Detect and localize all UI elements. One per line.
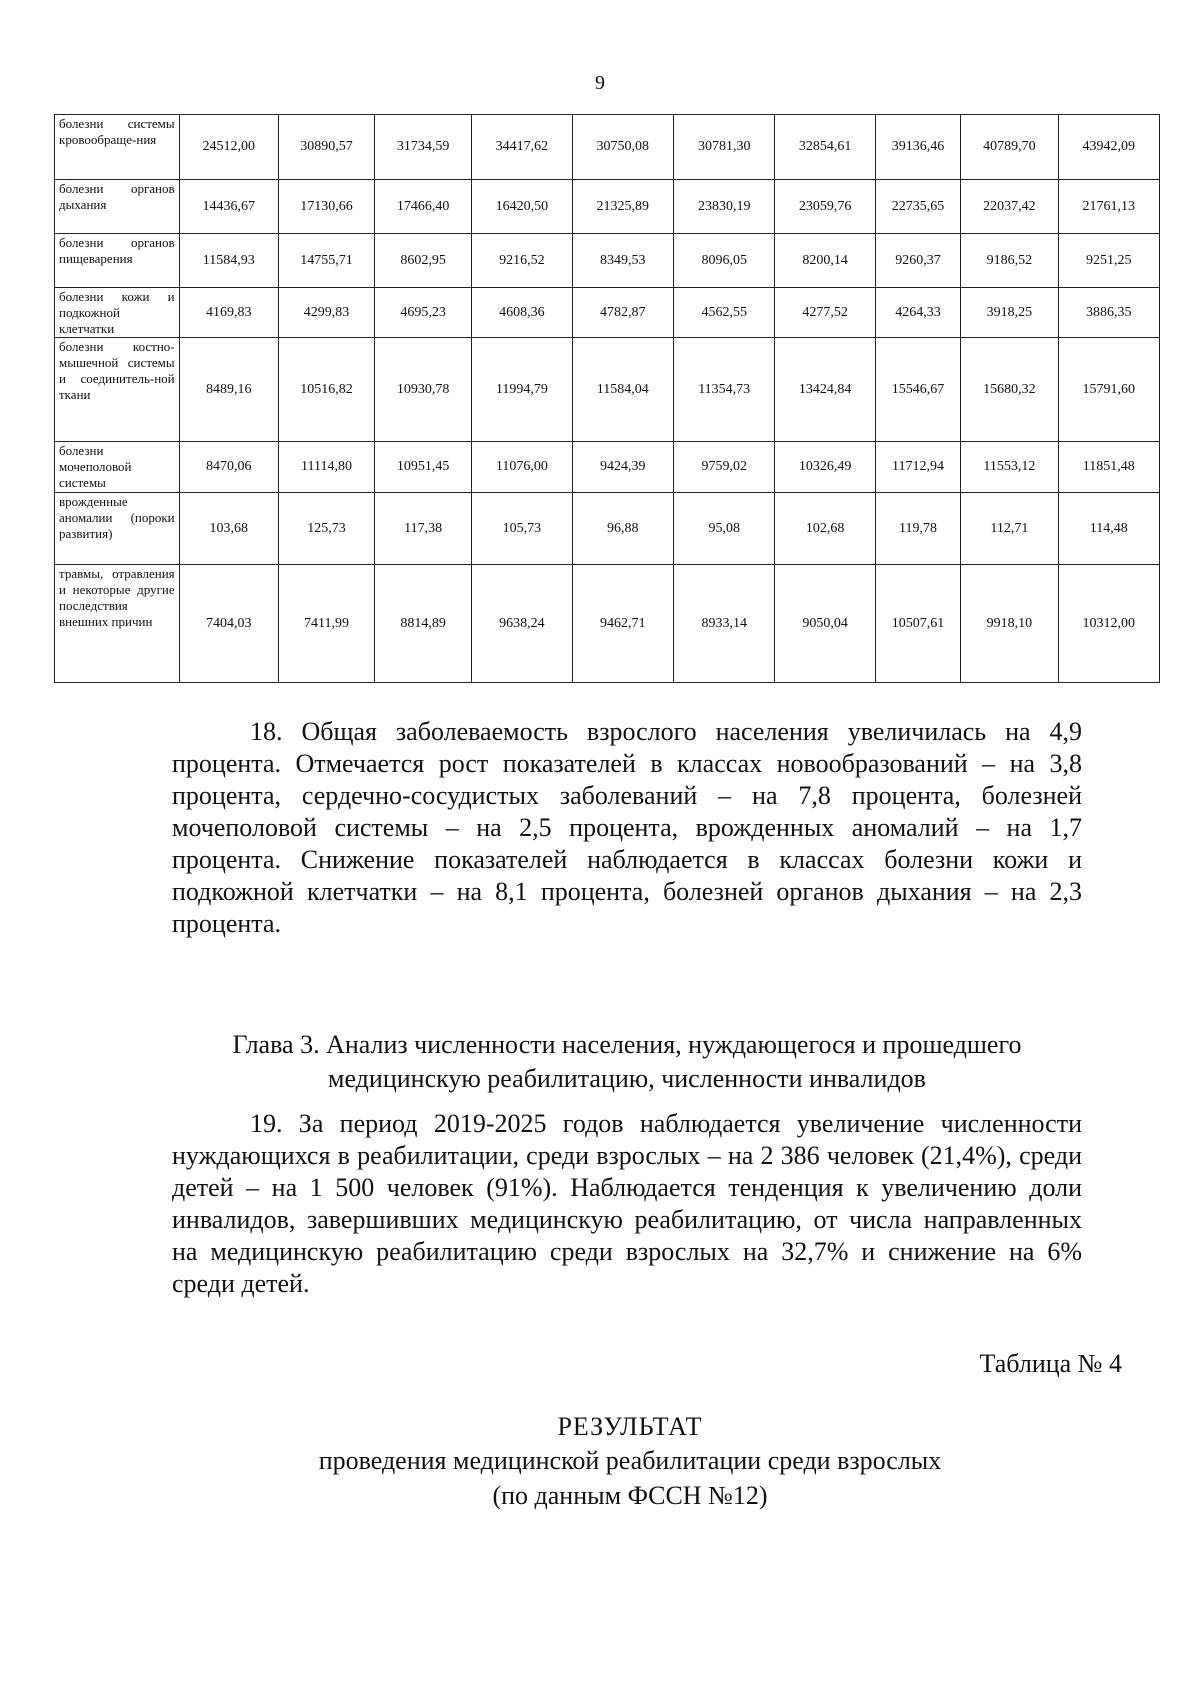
table-cell: 8933,14 <box>674 565 775 683</box>
table-cell: 7404,03 <box>179 565 278 683</box>
table-cell: 119,78 <box>875 493 961 565</box>
table-cell: 4277,52 <box>775 288 875 338</box>
table-cell: 21761,13 <box>1058 180 1160 234</box>
morbidity-table <box>54 114 1160 683</box>
row-label: болезни мочеполовой системы <box>55 442 180 493</box>
table-cell: 102,68 <box>775 493 875 565</box>
row-label: болезни органов дыхания <box>55 180 180 234</box>
result-title: РЕЗУЛЬТАТ <box>557 1412 703 1441</box>
table-cell: 15791,60 <box>1058 338 1160 442</box>
table-cell: 22735,65 <box>875 180 961 234</box>
table-cell: 9216,52 <box>472 234 572 288</box>
row-label: болезни системы кровообраще-ния <box>55 115 180 180</box>
table-cell: 117,38 <box>375 493 472 565</box>
table-cell: 10507,61 <box>875 565 961 683</box>
table-cell: 114,48 <box>1058 493 1160 565</box>
table-cell: 3918,25 <box>961 288 1058 338</box>
table-cell: 4695,23 <box>375 288 472 338</box>
table-cell: 11712,94 <box>875 442 961 493</box>
table-cell: 14436,67 <box>179 180 278 234</box>
table-cell: 125,73 <box>278 493 374 565</box>
chapter-title: Глава 3. Анализ численности населения, нуждающегося и прошедшего медицинскую реабилитацию, численности инвалидов <box>232 1030 1022 1093</box>
table-cell: 11354,73 <box>674 338 775 442</box>
row-label: болезни костно-мышечной системы и соединитель-ной ткани <box>55 338 180 442</box>
table-cell: 9638,24 <box>472 565 572 683</box>
table-cell: 10930,78 <box>375 338 472 442</box>
result-source: (по данным ФССН №12) <box>492 1481 768 1510</box>
table-cell: 32854,61 <box>775 115 875 180</box>
table-cell: 11851,48 <box>1058 442 1160 493</box>
table-cell: 8814,89 <box>375 565 472 683</box>
row-label: врожденные аномалии (пороки развития) <box>55 493 180 565</box>
table-row <box>55 180 1160 234</box>
table-cell: 11994,79 <box>472 338 572 442</box>
table-cell: 7411,99 <box>278 565 374 683</box>
table-cell: 10312,00 <box>1058 565 1160 683</box>
table-cell: 11584,93 <box>179 234 278 288</box>
table-cell: 95,08 <box>674 493 775 565</box>
table-cell: 10516,82 <box>278 338 374 442</box>
table-cell: 9918,10 <box>961 565 1058 683</box>
table-cell: 13424,84 <box>775 338 875 442</box>
table-cell: 30890,57 <box>278 115 374 180</box>
table-row <box>55 493 1160 565</box>
table-cell: 24512,00 <box>179 115 278 180</box>
table-cell: 9424,39 <box>572 442 673 493</box>
table-cell: 10326,49 <box>775 442 875 493</box>
table-cell: 8470,06 <box>179 442 278 493</box>
table-cell: 11114,80 <box>278 442 374 493</box>
table-cell: 11076,00 <box>472 442 572 493</box>
table-cell: 8602,95 <box>375 234 472 288</box>
table-cell: 31734,59 <box>375 115 472 180</box>
table-cell: 16420,50 <box>472 180 572 234</box>
table-cell: 22037,42 <box>961 180 1058 234</box>
paragraph-18: 18. Общая заболеваемость взрослого населения увеличилась на 4,9 процента. Отмечается рост показателей в классах новообразований – на 3,8 процента, сердечно-сосудистых заболеваний – на 7,8 процента, болезней мочеполовой системы – на 2,5 процента, врожденных аномалий – на 1,7 процента. Снижение показателей наблюдается в классах болезни кожи и подкожной клетчатки – на 8,1 процента, болезней органов дыхания – на 2,3 процента. <box>172 717 1082 938</box>
paragraph-19: 19. За период 2019-2025 годов наблюдается увеличение численности нуждающихся в реабилитации, среди взрослых – на 2 386 человек (21,4%), среди детей – на 1 500 человек (91%). Наблюдается тенденция к увеличению доли инвалидов, завершивших медицинскую реабилитацию, от числа направленных на медицинскую реабилитацию среди взрослых на 32,7% и снижение на 6% среди детей. <box>172 1109 1082 1298</box>
table-cell: 21325,89 <box>572 180 673 234</box>
table-cell: 15680,32 <box>961 338 1058 442</box>
table-row <box>55 442 1160 493</box>
table-cell: 3886,35 <box>1058 288 1160 338</box>
table-cell: 30781,30 <box>674 115 775 180</box>
table-cell: 17466,40 <box>375 180 472 234</box>
table-cell: 9260,37 <box>875 234 961 288</box>
table-cell: 4562,55 <box>674 288 775 338</box>
table-cell: 4608,36 <box>472 288 572 338</box>
table-cell: 43942,09 <box>1058 115 1160 180</box>
table-cell: 4299,83 <box>278 288 374 338</box>
row-label: болезни органов пищеварения <box>55 234 180 288</box>
table-cell: 112,71 <box>961 493 1058 565</box>
table-cell: 30750,08 <box>572 115 673 180</box>
page-number: 9 <box>595 72 605 94</box>
table-row <box>55 234 1160 288</box>
table-cell: 8489,16 <box>179 338 278 442</box>
table-cell: 9759,02 <box>674 442 775 493</box>
table-caption: Таблица № 4 <box>979 1349 1122 1378</box>
table-row <box>55 338 1160 442</box>
table-cell: 103,68 <box>179 493 278 565</box>
table-cell: 8200,14 <box>775 234 875 288</box>
table-cell: 96,88 <box>572 493 673 565</box>
table-cell: 39136,46 <box>875 115 961 180</box>
table-cell: 17130,66 <box>278 180 374 234</box>
table-cell: 23059,76 <box>775 180 875 234</box>
table-cell: 9462,71 <box>572 565 673 683</box>
table-cell: 15546,67 <box>875 338 961 442</box>
table-cell: 9050,04 <box>775 565 875 683</box>
table-cell: 40789,70 <box>961 115 1058 180</box>
table-row <box>55 565 1160 683</box>
table-cell: 8096,05 <box>674 234 775 288</box>
row-label: травмы, отравления и некоторые другие последствия внешних причин <box>55 565 180 683</box>
table-cell: 9186,52 <box>961 234 1058 288</box>
table-cell: 9251,25 <box>1058 234 1160 288</box>
table-cell: 34417,62 <box>472 115 572 180</box>
table-cell: 105,73 <box>472 493 572 565</box>
table-cell: 14755,71 <box>278 234 374 288</box>
table-cell: 11553,12 <box>961 442 1058 493</box>
table-cell: 4169,83 <box>179 288 278 338</box>
table-cell: 8349,53 <box>572 234 673 288</box>
table-cell: 11584,04 <box>572 338 673 442</box>
table-cell: 10951,45 <box>375 442 472 493</box>
result-subtitle: проведения медицинской реабилитации среди взрослых <box>318 1446 942 1475</box>
table-cell: 23830,19 <box>674 180 775 234</box>
table-row <box>55 115 1160 180</box>
table-row <box>55 288 1160 338</box>
table-cell: 4782,87 <box>572 288 673 338</box>
row-label: болезни кожи и подкожной клетчатки <box>55 288 180 338</box>
table-cell: 4264,33 <box>875 288 961 338</box>
